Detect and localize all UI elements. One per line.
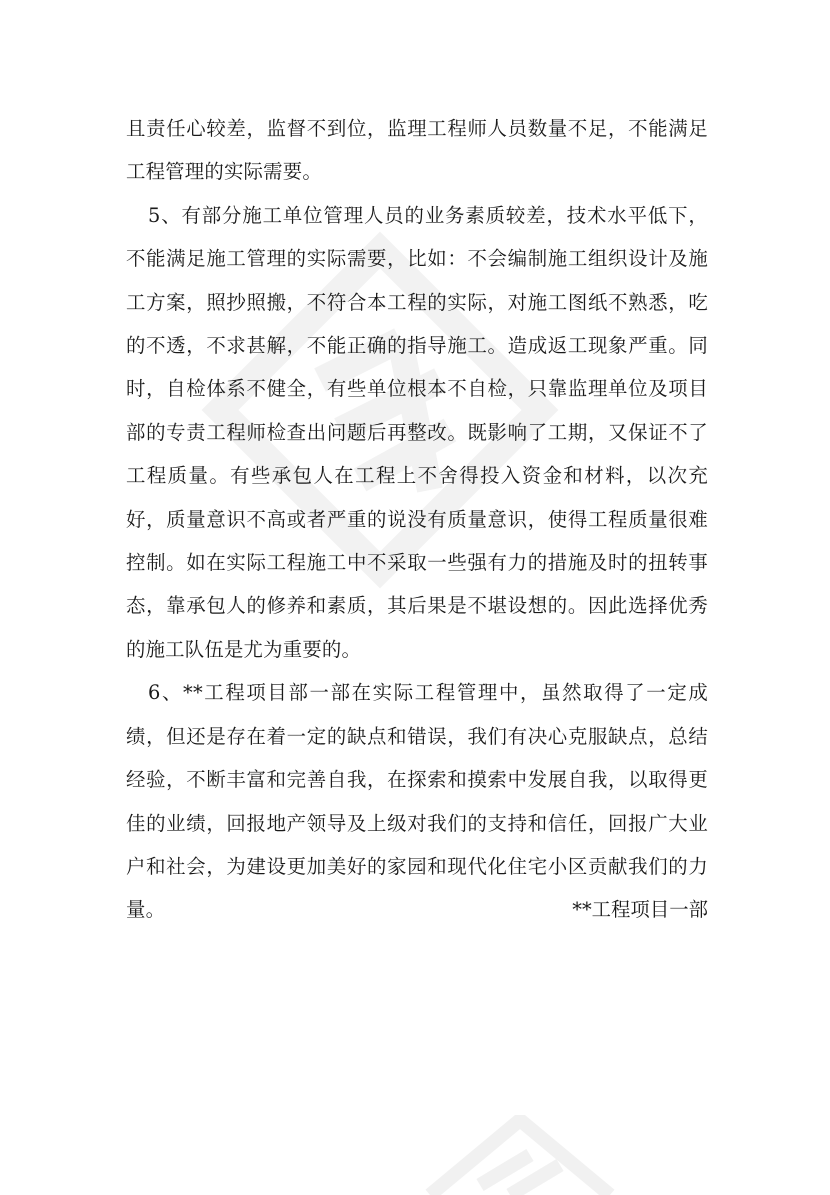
- paragraph-continuation: 且责任心较差，监督不到位，监理工程师人员数量不足，不能满足工程管理的实际需要。: [126, 117, 708, 184]
- signature-organization: **工程项目一部: [572, 898, 708, 921]
- document-body: [126, 107, 708, 932]
- paragraph-item-6: 6、**工程项目部一部在实际工程管理中，虽然取得了一定成绩，但还是存在着一定的缺点和错误，我们有决心克服缺点，总结经验，不断丰富和完善自我，在探索和摸索中发展自我，以取得更佳的业绩，回报地产领导及上级对我们的支持和信任，回报广大业户和社会，为建设更加美好的家园和现代化住宅小区贡献我们的力量。: [126, 681, 708, 922]
- paragraph-item-5: 5、有部分施工单位管理人员的业务素质较差，技术水平低下，不能满足施工管理的实际需要，比如：不会编制施工组织设计及施工方案，照抄照搬，不符合本工程的实际，对施工图纸不熟悉，吃的不透，不求甚解，不能正确的指导施工。造成返工现象严重。同时，自检体系不健全，有些单位根本不自检，只靠监理单位及项目部的专责工程师检查出问题后再整改。既影响了工期，又保证不了工程质量。有些承包人在工程上不舍得投入资金和材料，以次充好，质量意识不高或者严重的说没有质量意识，使得工程质量很难控制。如在实际工程施工中不采取一些强有力的措施及时的扭转事态，靠承包人的修养和素质，其后果是不堪设想的。因此选择优秀的施工队伍是尤为重要的。: [126, 203, 708, 661]
- diamond-logo-watermark-icon-bottom: [420, 1115, 620, 1195]
